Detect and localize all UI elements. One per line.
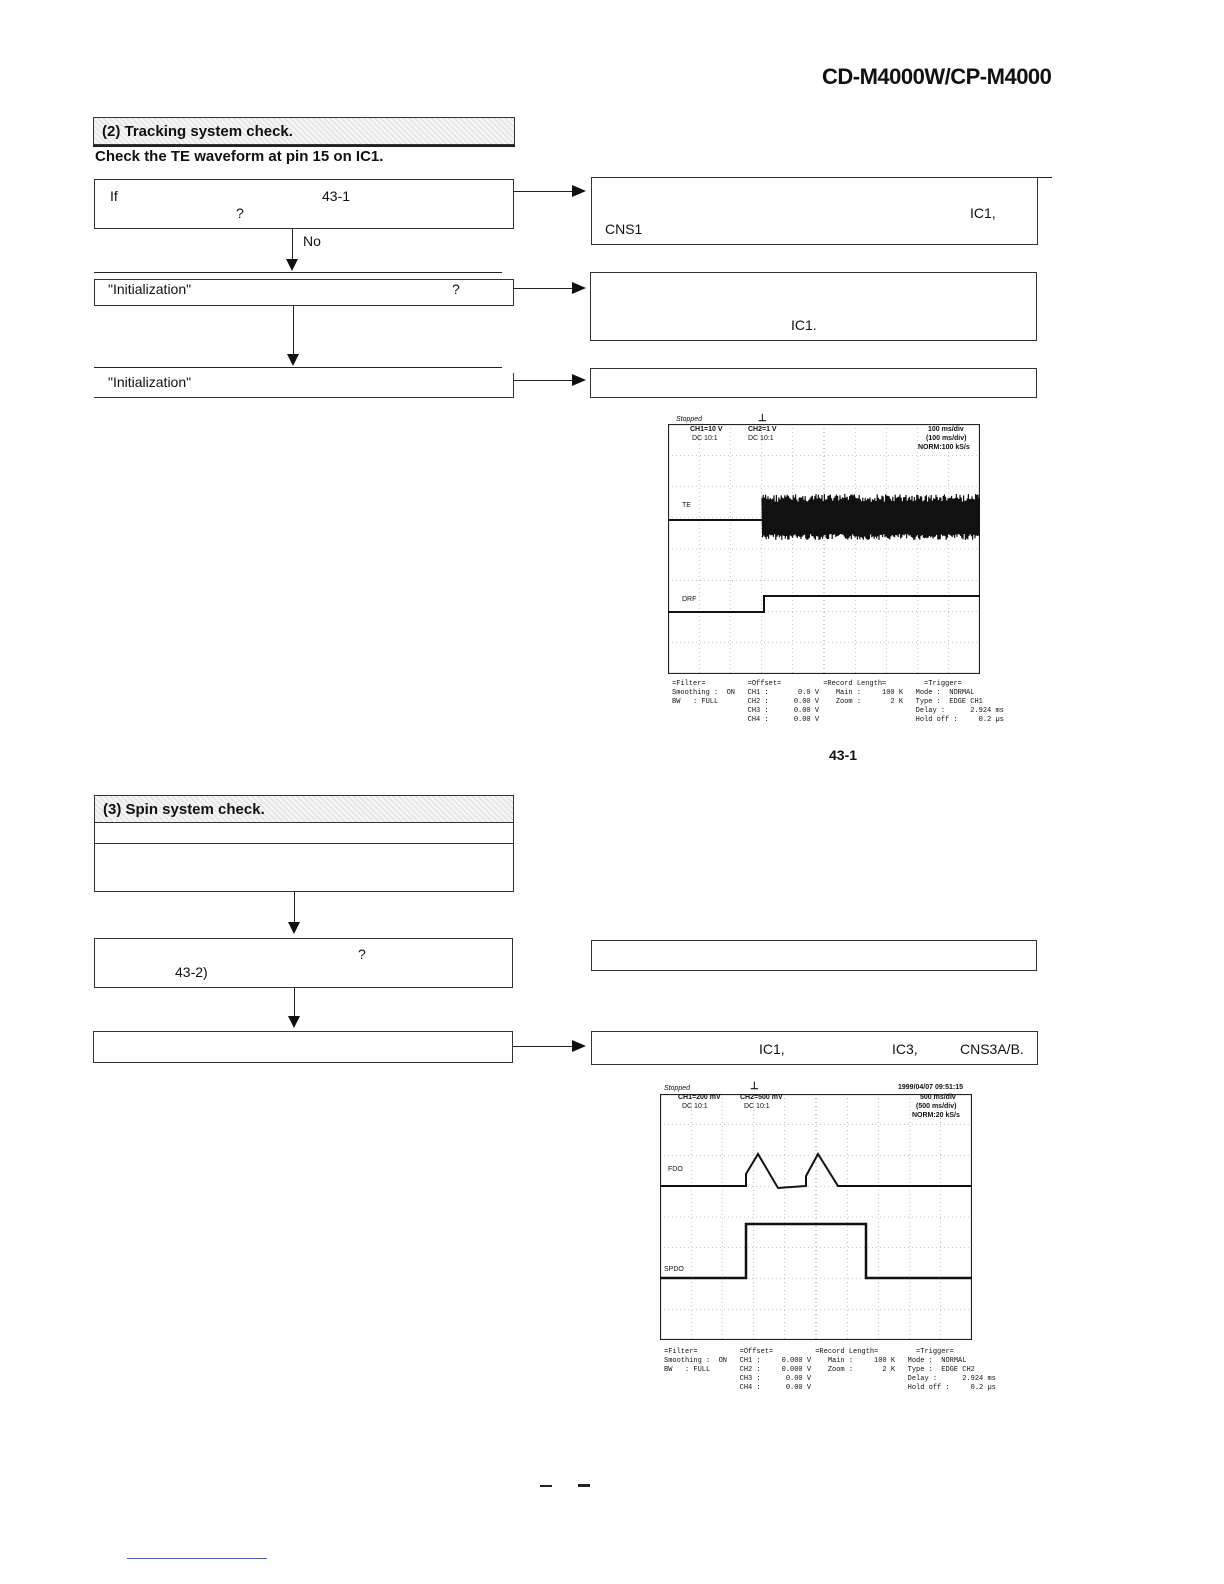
flow-box-spin-1a [94,822,514,844]
trigger-marker-icon: ⊥ [758,413,767,424]
scope2-timebase-sub: (500 ms/div) [916,1103,957,1110]
box3-text: "Initialization" [108,374,192,390]
arrow-right-icon [572,374,586,386]
section-3-heading: (3) Spin system check. [94,795,514,823]
connector-line [514,380,574,381]
trigger-marker-icon: ⊥ [750,1081,759,1092]
connector-line [1038,177,1052,178]
bottom-rule [127,1558,267,1559]
scope2-spdo-label: SPDO [664,1266,684,1273]
scope1-status: Stopped [676,416,703,423]
arrow-down-icon [286,259,298,271]
scope1-timebase: 100 ms/div [928,426,964,433]
heading-underline [93,145,515,147]
scope1-settings-footer: =Filter= =Offset= =Record Length= =Trigger= Smoothing : ON CH1 : 0.0 V Main : 100 K Mode : NORMAL BW : FULL CH2 : 0.00 V Zoom : 2 K Type : EDGE CH1 CH3 : 0.00 V Delay : 2.924 ms CH4 : 0.00 V Hold off : 0.2 µs [672,680,1004,724]
scope2-ch1: CH1=200 mV [678,1094,721,1101]
arrow-right-icon [572,282,586,294]
scope2-sampling: NORM:20 kS/s [912,1112,960,1119]
scope2-datetime: 1999/04/07 09:51:15 [898,1084,963,1091]
flow-result-box-3 [590,368,1037,398]
arrow-right-icon [572,1040,586,1052]
section-2-heading: (2) Tracking system check. [93,117,515,145]
scope2-ch2-coupling: DC 10:1 [744,1103,770,1110]
divider [94,367,502,368]
scope1-te-label: TE [682,502,691,509]
arrow-down-icon [287,354,299,366]
connector-line [294,988,295,1016]
spin2-question: ? [358,946,366,962]
box2-question: ? [452,281,460,297]
connector-line [292,229,293,259]
scope1-ch1-coupling: DC 10:1 [692,435,718,442]
figure-label-43-1: 43-1 [829,747,858,763]
scope1-ch2-coupling: DC 10:1 [748,435,774,442]
spin-result-ic1: IC1, [759,1041,785,1057]
flow-result-spin-1 [591,940,1037,971]
scope1-timebase-sub: (100 ms/div) [926,435,967,442]
result1-ic: IC1, [970,205,996,221]
scope1-ch2: CH2=1 V [748,426,777,433]
te-signal-burst [762,494,980,540]
flow-box-spin-3 [93,1031,513,1063]
scope1-screen [668,424,980,674]
box1-fig-ref: 43-1 [322,188,351,204]
connector-line [513,1046,573,1047]
page-mark [540,1485,552,1487]
scope2-grid [660,1094,972,1340]
spdo-signal [660,1224,972,1278]
box2-text: "Initialization" [108,281,192,297]
result1-cns: CNS1 [605,221,643,237]
connector-line [293,306,294,354]
scope2-timebase: 500 ms/div [920,1094,956,1101]
connector-line [514,288,574,289]
page-mark [578,1484,590,1487]
flow-box-1 [94,179,514,229]
spin-result-ic3: IC3, [892,1041,918,1057]
scope2-ch1-coupling: DC 10:1 [682,1103,708,1110]
box1-no-label: No [303,233,321,249]
box1-question: ? [236,205,244,221]
instruction-text: Check the TE waveform at pin 15 on IC1. [95,148,384,165]
scope2-ch2: CH2=500 mV [740,1094,783,1101]
arrow-down-icon [288,1016,300,1028]
scope2-fdo-label: FDO [668,1166,683,1173]
arrow-right-icon [572,185,586,197]
scope1-grid [668,424,980,674]
divider [94,272,502,273]
flow-box-spin-1b [94,843,514,892]
flow-box-spin-2 [94,938,513,988]
spin-result-cns: CNS3A/B. [960,1041,1024,1057]
arrow-down-icon [288,922,300,934]
model-title: CD-M4000W/CP-M4000 [822,64,1052,89]
connector-line [514,191,574,192]
scope2-settings-footer: =Filter= =Offset= =Record Length= =Trigger= Smoothing : ON CH1 : 0.000 V Main : 100 K Mode : NORMAL BW : FULL CH2 : 0.000 V Zoom : 2 K Type : EDGE CH2 CH3 : 0.00 V Delay : 2.924 ms CH4 : 0.00 V Hold off : 0.2 µs [664,1348,996,1392]
result2-ic: IC1. [791,317,817,333]
scope1-ch1: CH1=10 V [690,426,723,433]
box1-if: If [110,188,118,204]
scope2-status: Stopped [664,1085,691,1092]
spin2-fig-ref: 43-2) [175,964,208,980]
connector-line [294,892,295,922]
scope2-screen [660,1094,972,1340]
scope1-sampling: NORM:100 kS/s [918,444,970,451]
te-noise-trace [762,494,980,540]
scope1-drf-label: DRF [682,596,697,603]
